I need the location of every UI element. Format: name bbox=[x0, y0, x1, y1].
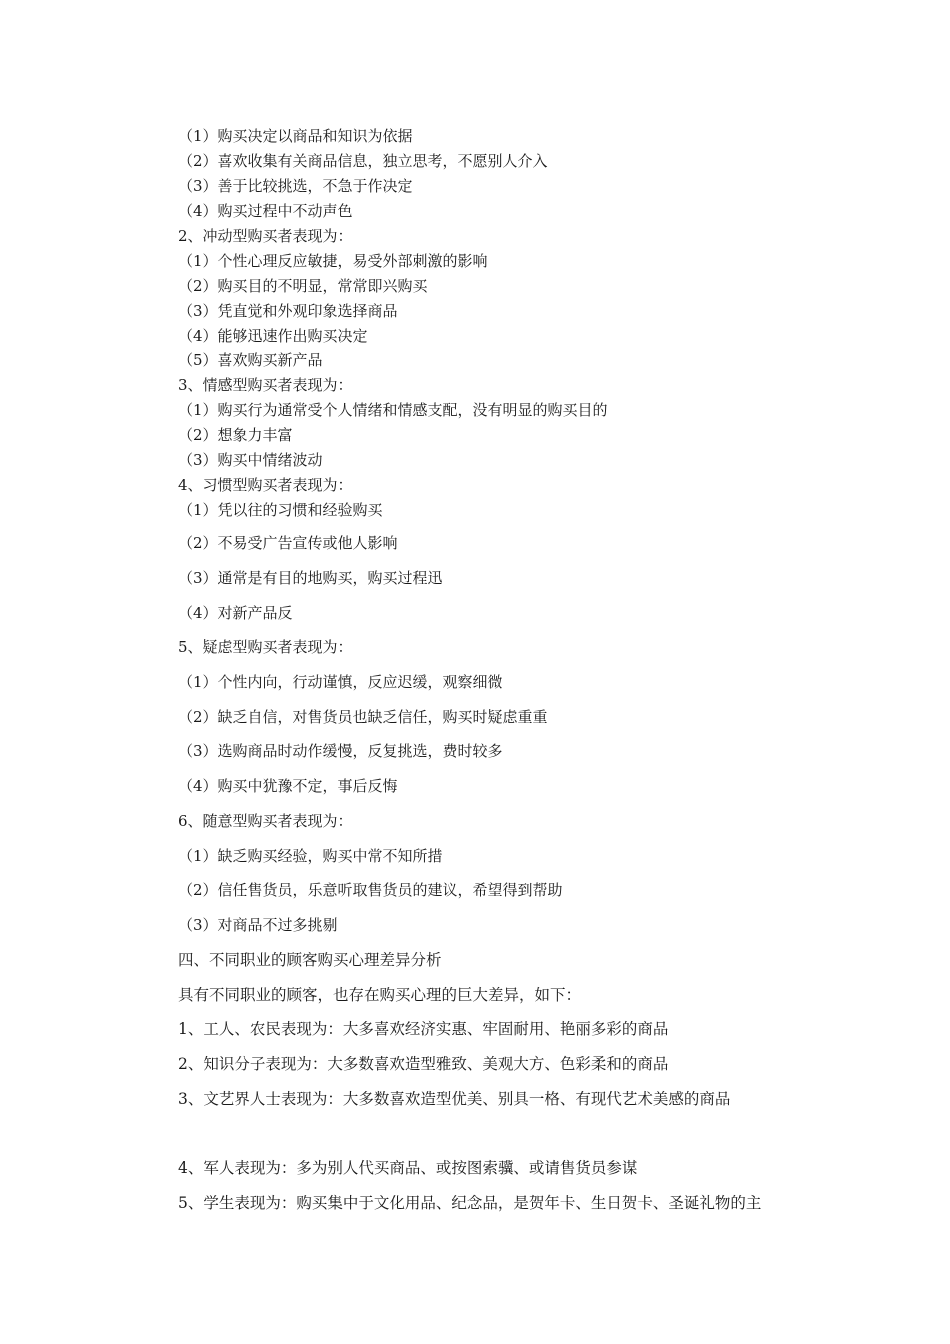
text-line: （1）购买行为通常受个人情绪和情感支配，没有明显的购买目的 bbox=[178, 401, 608, 419]
paragraph: 具有不同职业的顾客，也存在购买心理的巨大差异，如下： bbox=[178, 986, 582, 1004]
text-line: （3）通常是有目的地购买，购买过程迅 bbox=[178, 569, 443, 587]
text-line: 5、学生表现为：购买集中于文化用品、纪念品，是贺年卡、生日贺卡、圣诞礼物的主 bbox=[178, 1194, 762, 1212]
section-heading: 4、习惯型购买者表现为： bbox=[178, 476, 353, 494]
text-line: （3）选购商品时动作缓慢，反复挑选，费时较多 bbox=[178, 742, 503, 760]
text-line: （2）购买目的不明显，常常即兴购买 bbox=[178, 277, 428, 295]
text-line: 2、知识分子表现为：大多数喜欢造型雅致、美观大方、色彩柔和的商品 bbox=[178, 1055, 669, 1073]
text-line: 3、文艺界人士表现为：大多数喜欢造型优美、别具一格、有现代艺术美感的商品 bbox=[178, 1090, 731, 1108]
text-line: （1）购买决定以商品和知识为依据 bbox=[178, 127, 413, 145]
text-line: （2）不易受广告宣传或他人影响 bbox=[178, 534, 398, 552]
text-line: （5）喜欢购买新产品 bbox=[178, 351, 323, 369]
section-title: 四、不同职业的顾客购买心理差异分析 bbox=[178, 951, 442, 969]
text-line: （4）购买过程中不动声色 bbox=[178, 202, 353, 220]
text-line: （3）凭直觉和外观印象选择商品 bbox=[178, 302, 398, 320]
text-line: （2）信任售货员，乐意听取售货员的建议，希望得到帮助 bbox=[178, 881, 563, 899]
text-line: （4）能够迅速作出购买决定 bbox=[178, 327, 368, 345]
text-line: （3）善于比较挑选，不急于作决定 bbox=[178, 177, 413, 195]
text-line: （2）缺乏自信，对售货员也缺乏信任，购买时疑虑重重 bbox=[178, 708, 548, 726]
section-heading: 2、冲动型购买者表现为： bbox=[178, 227, 353, 245]
text-line: （4）购买中犹豫不定，事后反悔 bbox=[178, 777, 398, 795]
text-line: （3）对商品不过多挑剔 bbox=[178, 916, 338, 934]
text-line: （3）购买中情绪波动 bbox=[178, 451, 323, 469]
text-line: （2）想象力丰富 bbox=[178, 426, 293, 444]
text-line: 1、工人、农民表现为：大多喜欢经济实惠、牢固耐用、艳丽多彩的商品 bbox=[178, 1020, 669, 1038]
text-line: （1）个性心理反应敏捷，易受外部刺激的影响 bbox=[178, 252, 488, 270]
section-heading: 5、疑虑型购买者表现为： bbox=[178, 638, 353, 656]
text-line: 4、军人表现为：多为别人代买商品、或按图索骥、或请售货员参谋 bbox=[178, 1159, 638, 1177]
text-line: （4）对新产品反 bbox=[178, 604, 293, 622]
text-line: （1）缺乏购买经验，购买中常不知所措 bbox=[178, 847, 443, 865]
text-line: （1）凭以往的习惯和经验购买 bbox=[178, 501, 383, 519]
section-heading: 3、情感型购买者表现为： bbox=[178, 376, 353, 394]
text-line: （1）个性内向，行动谨慎，反应迟缓，观察细微 bbox=[178, 673, 503, 691]
text-line: （2）喜欢收集有关商品信息，独立思考，不愿别人介入 bbox=[178, 152, 548, 170]
section-heading: 6、随意型购买者表现为： bbox=[178, 812, 353, 830]
